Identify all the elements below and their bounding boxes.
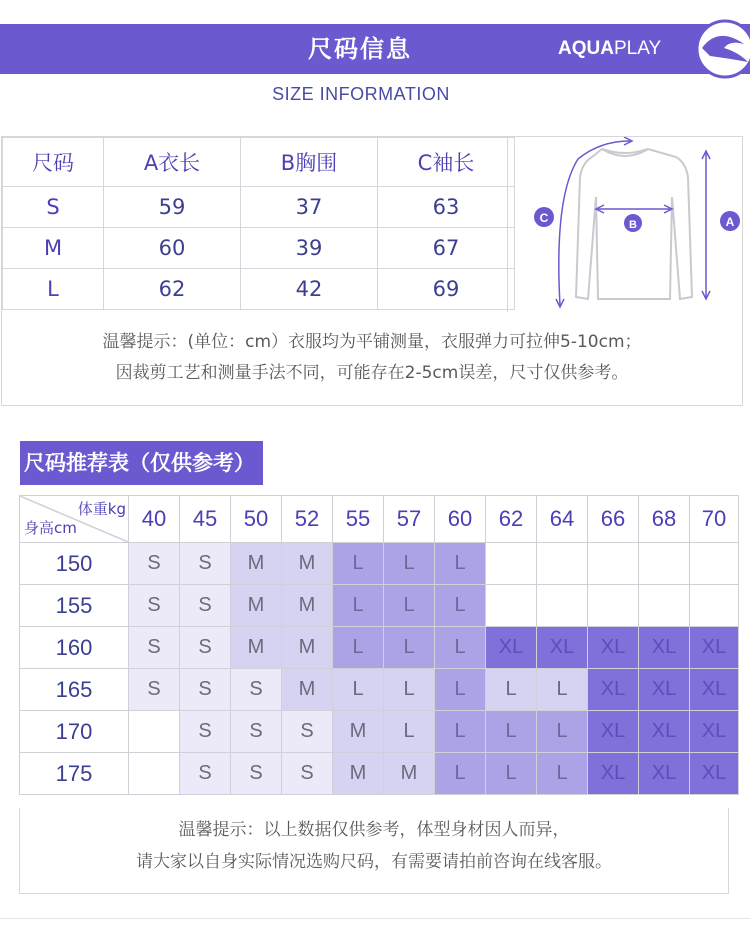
corner-cell — [20, 496, 129, 543]
size-recommendation-cell: M — [231, 627, 282, 669]
recommend-title: 尺码推荐表（仅供参考） — [20, 441, 263, 485]
size-recommendation-cell: M — [333, 711, 384, 753]
height-header: 175 — [20, 753, 129, 795]
size-recommendation-cell: L — [384, 627, 435, 669]
dolphin-logo-icon — [680, 18, 750, 80]
weight-header: 68 — [639, 496, 690, 543]
size-recommendation-cell: L — [333, 669, 384, 711]
size-recommendation-cell: L — [435, 585, 486, 627]
value-cell: 60 — [104, 228, 241, 269]
height-header: 150 — [20, 543, 129, 585]
size-recommendation-cell: L — [537, 753, 588, 795]
size-recommendation-cell — [537, 543, 588, 585]
size-recommendation-cell: XL — [588, 753, 639, 795]
weight-header: 52 — [282, 496, 333, 543]
value-cell: 69 — [378, 269, 515, 310]
size-recommendation-cell: XL — [690, 711, 739, 753]
size-recommendation-cell — [537, 585, 588, 627]
garment-diagram — [507, 137, 743, 312]
recommend-table — [19, 495, 739, 795]
size-recommendation-cell: M — [282, 627, 333, 669]
brand-regular: PLAY — [613, 38, 662, 59]
height-header: 170 — [20, 711, 129, 753]
note-line: 请大家以自身实际情况选购尺码，有需要请拍前咨询在线客服。 — [136, 852, 612, 872]
size-recommendation-cell — [639, 585, 690, 627]
size-recommendation-cell: S — [180, 753, 231, 795]
shirt-outline-icon — [508, 137, 743, 312]
size-recommendation-cell: S — [180, 711, 231, 753]
weight-header: 55 — [333, 496, 384, 543]
weight-header: 50 — [231, 496, 282, 543]
weight-header: 64 — [537, 496, 588, 543]
size-recommendation-cell: M — [282, 585, 333, 627]
brand-bold: AQUA — [558, 38, 614, 59]
size-recommendation-cell: L — [384, 543, 435, 585]
brand-logo-text — [558, 38, 661, 60]
value-cell: 37 — [241, 187, 378, 228]
note-line: 因裁剪工艺和测量手法不同，可能存在2-5cm误差，尺寸仅供参考。 — [115, 363, 629, 383]
subtitle: SIZE INFORMATION — [272, 84, 450, 104]
size-recommendation-cell: L — [435, 753, 486, 795]
table-row — [20, 711, 739, 753]
weight-header: 57 — [384, 496, 435, 543]
divider — [0, 918, 750, 919]
page-title: 尺码信息 — [308, 35, 412, 63]
size-recommendation-cell: L — [486, 711, 537, 753]
weight-header: 62 — [486, 496, 537, 543]
size-recommendation-cell: M — [282, 543, 333, 585]
size-recommendation-cell: L — [486, 753, 537, 795]
size-recommendation-cell: XL — [690, 627, 739, 669]
size-recommendation-cell — [588, 585, 639, 627]
size-recommendation-cell: XL — [690, 669, 739, 711]
size-recommendation-cell: S — [180, 627, 231, 669]
label-c: C — [539, 211, 549, 225]
size-recommendation-cell: S — [231, 711, 282, 753]
size-recommendation-cell: S — [282, 711, 333, 753]
size-recommendation-cell: L — [486, 669, 537, 711]
size-recommendation-cell: XL — [588, 711, 639, 753]
weight-header: 40 — [129, 496, 180, 543]
size-recommendation-cell: S — [180, 543, 231, 585]
table-row — [20, 543, 739, 585]
size-recommendation-cell: L — [384, 711, 435, 753]
size-recommendation-cell: XL — [690, 753, 739, 795]
size-cell: S — [3, 187, 104, 228]
height-header: 160 — [20, 627, 129, 669]
size-recommendation-cell: L — [333, 627, 384, 669]
size-recommendation-cell: XL — [588, 669, 639, 711]
size-recommendation-cell: S — [282, 753, 333, 795]
table-row — [20, 627, 739, 669]
size-recommendation-cell: L — [384, 669, 435, 711]
size-recommendation-cell: S — [129, 669, 180, 711]
size-recommendation-cell: L — [537, 669, 588, 711]
size-recommendation-cell: S — [180, 669, 231, 711]
size-table — [2, 137, 515, 310]
label-a: A — [725, 215, 735, 229]
label-b: B — [629, 219, 637, 231]
note-line: 温馨提示：(单位：cm）衣服均为平铺测量，衣服弹力可拉伸5-10cm； — [102, 332, 642, 352]
size-recommendation-cell: L — [435, 543, 486, 585]
table-row — [3, 228, 515, 269]
size-recommendation-cell: XL — [639, 711, 690, 753]
size-recommendation-cell: M — [231, 543, 282, 585]
col-header-length: A衣长 — [104, 138, 241, 187]
table-row — [20, 585, 739, 627]
height-label: 身高cm — [24, 519, 77, 537]
value-cell: 39 — [241, 228, 378, 269]
weight-header: 66 — [588, 496, 639, 543]
size-recommendation-cell: XL — [639, 669, 690, 711]
note-line: 温馨提示：以上数据仅供参考，体型身材因人而异， — [178, 820, 570, 840]
size-recommendation-cell — [639, 543, 690, 585]
size-recommendation-cell — [129, 711, 180, 753]
size-recommendation-cell: S — [180, 585, 231, 627]
size-recommendation-cell: S — [231, 753, 282, 795]
size-recommendation-cell — [588, 543, 639, 585]
size-recommendation-cell: L — [435, 669, 486, 711]
value-cell: 63 — [378, 187, 515, 228]
size-recommendation-cell: XL — [639, 627, 690, 669]
weight-label: 体重kg — [77, 500, 126, 518]
size-recommendation-cell: M — [282, 669, 333, 711]
size-recommendation-cell — [129, 753, 180, 795]
size-recommendation-cell: XL — [486, 627, 537, 669]
height-header: 155 — [20, 585, 129, 627]
size-cell: L — [3, 269, 104, 310]
size-recommendation-cell: M — [231, 585, 282, 627]
measurement-note — [2, 327, 742, 389]
size-recommendation-cell: L — [435, 711, 486, 753]
size-recommendation-cell: M — [333, 753, 384, 795]
size-cell: M — [3, 228, 104, 269]
size-recommendation-cell: L — [384, 585, 435, 627]
size-recommendation-cell: S — [129, 627, 180, 669]
recommend-note — [19, 808, 729, 894]
weight-header: 45 — [180, 496, 231, 543]
table-row — [3, 269, 515, 310]
size-recommendation-cell: XL — [537, 627, 588, 669]
col-header-chest: B胸围 — [241, 138, 378, 187]
value-cell: 67 — [378, 228, 515, 269]
size-info-box — [1, 136, 743, 406]
size-recommendation-cell: S — [129, 585, 180, 627]
value-cell: 62 — [104, 269, 241, 310]
size-recommendation-cell — [486, 543, 537, 585]
table-row — [20, 753, 739, 795]
weight-header: 70 — [690, 496, 739, 543]
weight-header: 60 — [435, 496, 486, 543]
size-recommendation-cell: XL — [588, 627, 639, 669]
value-cell: 42 — [241, 269, 378, 310]
size-recommendation-cell — [690, 543, 739, 585]
table-row — [3, 187, 515, 228]
size-recommendation-cell: L — [333, 543, 384, 585]
col-header-sleeve: C袖长 — [378, 138, 515, 187]
size-recommendation-cell: M — [384, 753, 435, 795]
value-cell: 59 — [104, 187, 241, 228]
col-header-size: 尺码 — [3, 138, 104, 187]
size-recommendation-cell: L — [537, 711, 588, 753]
size-recommendation-cell: L — [333, 585, 384, 627]
header-banner — [0, 24, 750, 74]
size-recommendation-cell: XL — [639, 753, 690, 795]
size-recommendation-cell — [690, 585, 739, 627]
size-recommendation-cell: S — [129, 543, 180, 585]
height-header: 165 — [20, 669, 129, 711]
size-recommendation-cell: L — [435, 627, 486, 669]
size-recommendation-cell: S — [231, 669, 282, 711]
table-row — [20, 669, 739, 711]
size-recommendation-cell — [486, 585, 537, 627]
